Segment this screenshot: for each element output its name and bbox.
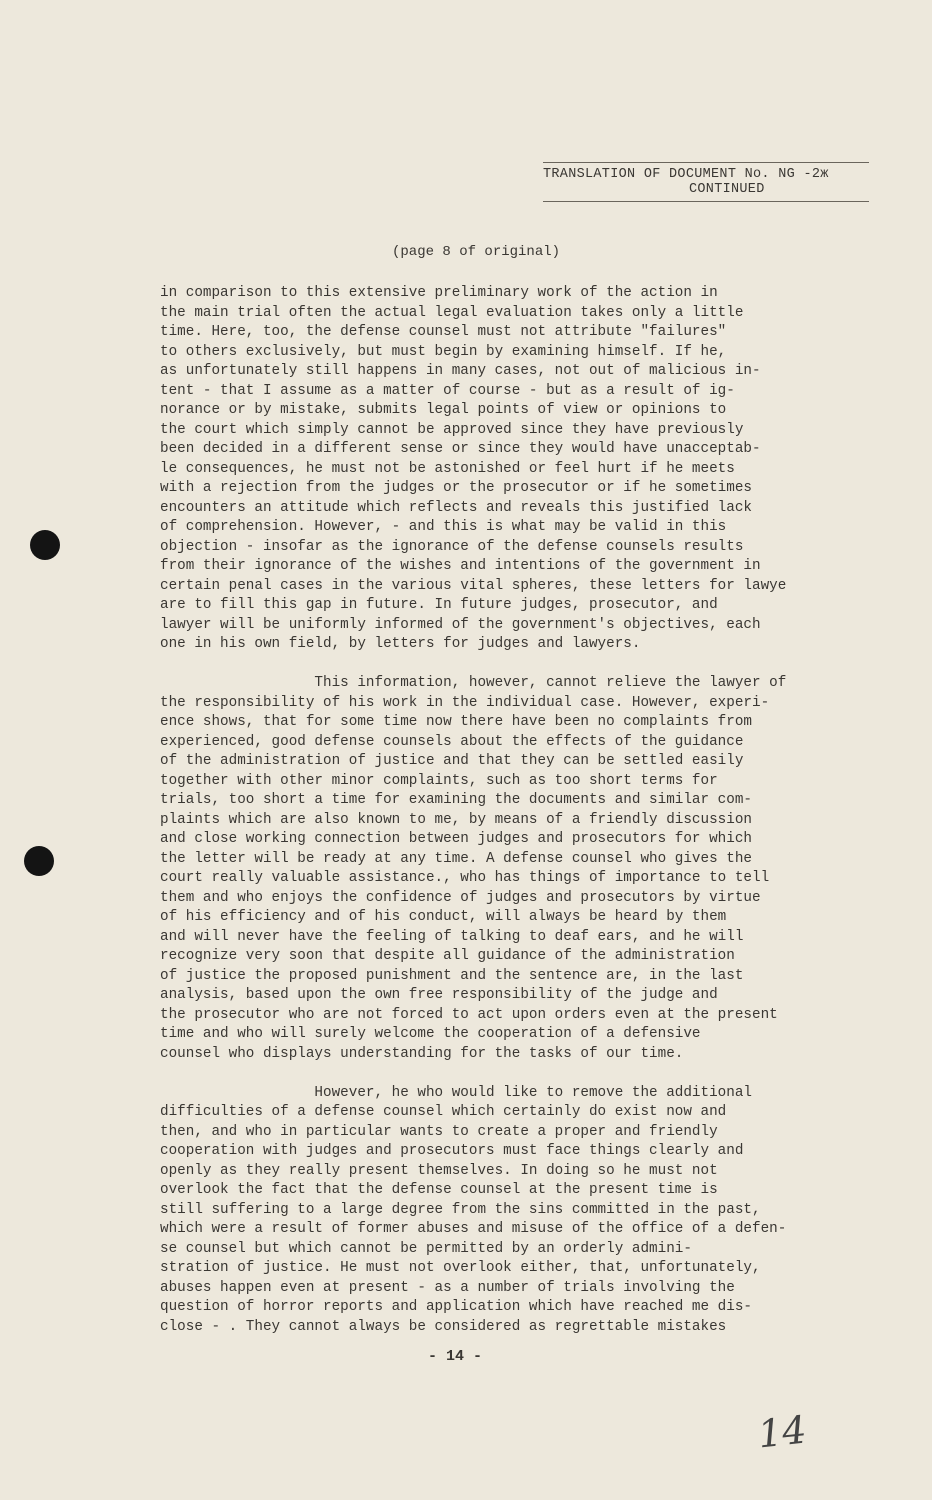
text-line: as unfortunately still happens in many cases, not out of malicious in- (160, 363, 761, 379)
text-line: are to fill this gap in future. In future judges, prosecutor, and (160, 597, 718, 613)
text-line: This information, however, cannot relieve the lawyer of (160, 675, 787, 691)
paragraph-3 (160, 1084, 860, 1338)
text-line: objection - insofar as the ignorance of the defense counsels results (160, 538, 744, 555)
text-line: which were a result of former abuses and misuse of the office of a defen- (160, 1221, 787, 1237)
text-line: time. Here, too, the defense counsel must not attribute "failures" (160, 324, 727, 340)
text-line: recognize very soon that despite all guidance of the administration (160, 948, 735, 964)
text-line: encounters an attitude which reflects and reveals this justified lack (160, 499, 752, 516)
text-line: from their ignorance of the wishes and intentions of the government in (160, 558, 761, 574)
text-line: question of horror reports and application which have reached me dis- (160, 1299, 752, 1315)
paragraph-2 (160, 674, 860, 1064)
text-line: overlook the fact that the defense counsel at the present time is (160, 1182, 718, 1198)
text-line: stration of justice. He must not overlook either, that, unfortunately, (160, 1260, 761, 1276)
document-header (543, 162, 869, 202)
page-number: - 14 - (428, 1348, 483, 1365)
text-line: openly as they really present themselves. In doing so he must not (160, 1162, 718, 1179)
text-line: cooperation with judges and prosecutors must face things clearly and (160, 1143, 744, 1159)
original-page-reference: (page 8 of original) (392, 244, 561, 260)
text-line: time and who will surely welcome the cooperation of a defensive (160, 1026, 701, 1042)
text-line: abuses happen even at present - as a number of trials involving the (160, 1279, 735, 1296)
paragraph-1 (160, 284, 860, 655)
text-line: to others exclusively, but must begin by examining himself. If he, (160, 343, 727, 360)
text-line: with a rejection from the judges or the prosecutor or if he sometimes (160, 480, 752, 496)
text-line: close - . They cannot always be considered as regrettable mistakes (160, 1318, 727, 1335)
header-title: TRANSLATION OF DOCUMENT No. NG -2ж (543, 162, 869, 182)
text-line: of his efficiency and of his conduct, will always be heard by them (160, 909, 727, 925)
text-line: plaints which are also known to me, by means of a friendly discussion (160, 811, 752, 828)
text-line: one in his own field, by letters for judges and lawyers. (160, 636, 641, 652)
text-line: ence shows, that for some time now there have been no complaints from (160, 714, 752, 730)
text-line: in comparison to this extensive preliminary work of the action in (160, 285, 718, 301)
text-line: of comprehension. However, - and this is what may be valid in this (160, 519, 727, 535)
text-line: certain penal cases in the various vital spheres, these letters for lawye (160, 577, 787, 594)
text-line: lawyer will be uniformly informed of the government's objectives, each (160, 616, 761, 633)
text-line: the court which simply cannot be approved since they have previously (160, 421, 744, 438)
text-line: counsel who displays understanding for the tasks of our time. (160, 1045, 684, 1062)
text-line: tent - that I assume as a matter of course - but as a result of ig- (160, 382, 735, 399)
text-line: le consequences, he must not be astonished or feel hurt if he meets (160, 460, 735, 477)
punch-hole-bottom (24, 846, 54, 876)
text-line: the prosecutor who are not forced to act upon orders even at the present (160, 1006, 778, 1023)
text-line: analysis, based upon the own free responsibility of the judge and (160, 987, 718, 1003)
punch-hole-top (30, 530, 60, 560)
text-line: together with other minor complaints, such as too short terms for (160, 772, 718, 789)
text-line: then, and who in particular wants to create a proper and friendly (160, 1123, 718, 1140)
text-line: been decided in a different sense or since they would have unacceptab- (160, 441, 761, 457)
handwritten-page-number: 14 (755, 1407, 809, 1457)
text-line: norance or by mistake, submits legal points of view or opinions to (160, 402, 727, 418)
text-line: still suffering to a large degree from the sins committed in the past, (160, 1201, 761, 1218)
body-text (160, 284, 860, 1337)
text-line: court really valuable assistance., who has things of importance to tell (160, 870, 770, 886)
text-line: difficulties of a defense counsel which certainly do exist now and (160, 1104, 727, 1120)
text-line: and will never have the feeling of talking to deaf ears, and he will (160, 928, 744, 945)
text-line: However, he who would like to remove the additional (160, 1084, 752, 1101)
text-line: experienced, good defense counsels about the effects of the guidance (160, 733, 744, 750)
text-line: the main trial often the actual legal evaluation takes only a little (160, 304, 744, 321)
text-line: the responsibility of his work in the individual case. However, experi- (160, 694, 770, 711)
text-line: them and who enjoys the confidence of judges and prosecutors by virtue (160, 889, 761, 906)
text-line: trials, too short a time for examining the documents and similar com- (160, 792, 752, 808)
text-line: the letter will be ready at any time. A defense counsel who gives the (160, 850, 752, 867)
text-line: of the administration of justice and that they can be settled easily (160, 753, 744, 769)
text-line: and close working connection between judges and prosecutors for which (160, 831, 752, 847)
text-line: of justice the proposed punishment and the sentence are, in the last (160, 967, 744, 984)
text-line: se counsel but which cannot be permitted by an orderly admini- (160, 1240, 692, 1257)
header-continued: CONTINUED (543, 182, 869, 202)
